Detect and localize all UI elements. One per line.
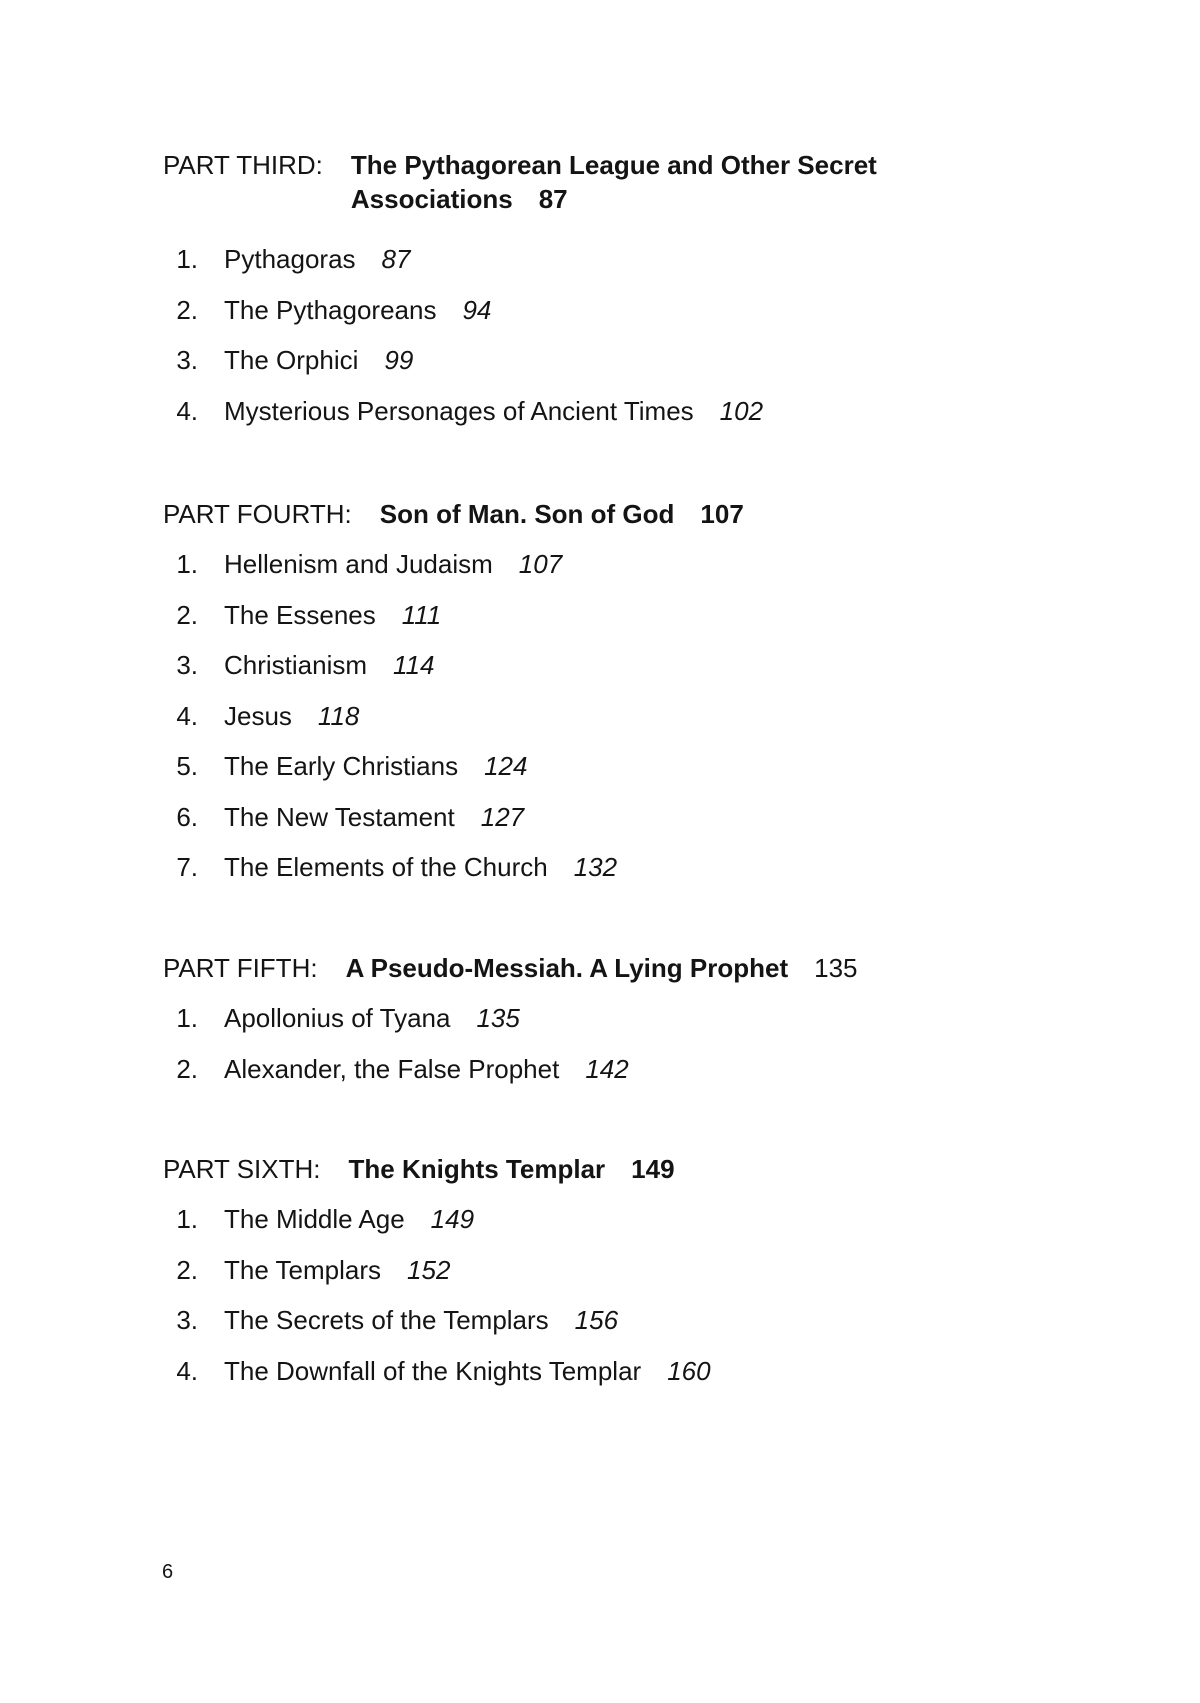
- chapter-number: 2.: [176, 1053, 198, 1084]
- part-heading: [163, 951, 1063, 985]
- toc-part-sixth: [163, 1152, 1063, 1404]
- chapter-number: 2.: [176, 294, 198, 325]
- chapter-page-number: 160: [667, 1355, 711, 1386]
- chapter-page-number: 111: [401, 599, 442, 630]
- part-label: PART THIRD:: [163, 150, 323, 180]
- chapter-number: 7.: [176, 852, 198, 882]
- chapter-page-number: 118: [317, 700, 360, 731]
- part-title: The Knights Templar: [348, 1154, 606, 1184]
- chapter-number: 5.: [176, 751, 198, 781]
- chapter-entry[interactable]: [163, 598, 1063, 649]
- chapter-entry[interactable]: [163, 699, 1063, 750]
- chapter-number: 1.: [176, 1204, 198, 1234]
- chapter-number: 2.: [176, 1254, 198, 1285]
- chapter-title: The Orphici: [224, 345, 359, 375]
- chapter-page-number: 99: [384, 345, 414, 375]
- chapter-number: 4.: [176, 1355, 198, 1386]
- chapter-page-number: 142: [585, 1053, 629, 1084]
- part-page-number: 87: [538, 184, 568, 214]
- chapter-number: 4.: [176, 395, 198, 426]
- chapter-entry[interactable]: [163, 749, 1063, 800]
- chapter-title: Mysterious Personages of Ancient Times: [224, 395, 694, 426]
- chapter-page-number: 156: [574, 1305, 619, 1335]
- chapter-title: Apollonius of Tyana: [224, 1003, 451, 1033]
- part-title-block: [351, 148, 877, 216]
- part-page-number: 107: [700, 499, 744, 529]
- part-heading: [163, 1152, 1063, 1186]
- chapter-title: Hellenism and Judaism: [224, 549, 493, 579]
- part-page-number: 135: [814, 953, 858, 983]
- chapter-entry[interactable]: [163, 800, 1063, 851]
- part-heading: [163, 148, 1063, 216]
- chapter-title: The Secrets of the Templars: [224, 1305, 549, 1335]
- part-label: PART SIXTH:: [163, 1154, 321, 1184]
- chapter-entry[interactable]: [163, 1303, 1063, 1354]
- chapter-entry[interactable]: [163, 1001, 1063, 1052]
- chapter-page-number: 127: [480, 801, 525, 832]
- chapter-title: Pythagoras: [224, 244, 356, 274]
- chapter-entry[interactable]: [163, 242, 1063, 293]
- chapter-entry[interactable]: [163, 343, 1063, 394]
- chapter-title: Jesus: [224, 700, 292, 731]
- chapter-title: The Middle Age: [224, 1204, 405, 1234]
- chapter-page-number: 135: [476, 1003, 520, 1033]
- chapter-title: The Pythagoreans: [224, 294, 437, 325]
- chapter-page-number: 107: [518, 549, 563, 579]
- part-heading: [163, 497, 1063, 531]
- chapter-title: The Essenes: [224, 599, 376, 630]
- chapter-entry[interactable]: [163, 1253, 1063, 1304]
- chapter-entry[interactable]: [163, 293, 1063, 344]
- chapter-page-number: 132: [573, 852, 618, 882]
- chapter-entry[interactable]: [163, 1354, 1063, 1405]
- chapter-title: The Templars: [224, 1254, 382, 1285]
- chapter-page-number: 114: [393, 650, 435, 680]
- chapter-page-number: 94: [462, 294, 492, 325]
- chapter-list: [163, 1202, 1063, 1404]
- chapter-number: 1.: [176, 244, 198, 274]
- chapter-list: [163, 1001, 1063, 1102]
- chapter-title: The Elements of the Church: [224, 852, 548, 882]
- chapter-entry[interactable]: [163, 394, 1063, 445]
- chapter-number: 4.: [176, 700, 198, 731]
- chapter-number: 2.: [176, 599, 198, 630]
- chapter-page-number: 124: [484, 751, 528, 781]
- chapter-list: [163, 242, 1063, 444]
- chapter-title: The Downfall of the Knights Templar: [224, 1355, 642, 1386]
- part-label: PART FOURTH:: [163, 499, 352, 529]
- chapter-title: The Early Christians: [224, 751, 459, 781]
- part-title: Son of Man. Son of God: [379, 499, 675, 529]
- chapter-number: 1.: [176, 1003, 198, 1033]
- chapter-entry[interactable]: [163, 1052, 1063, 1103]
- part-label: PART FIFTH:: [163, 953, 318, 983]
- toc-part-fifth: [163, 951, 1063, 1102]
- chapter-page-number: 149: [430, 1204, 475, 1234]
- chapter-entry[interactable]: [163, 648, 1063, 699]
- chapter-entry[interactable]: [163, 850, 1063, 901]
- chapter-entry[interactable]: [163, 547, 1063, 598]
- page-number: 6: [162, 1561, 174, 1583]
- chapter-number: 1.: [176, 549, 198, 579]
- chapter-number: 3.: [176, 345, 198, 375]
- part-title: A Pseudo-Messiah. A Lying Prophet: [345, 953, 789, 983]
- part-title-line2: Associations: [350, 184, 513, 214]
- chapter-title: Alexander, the False Prophet: [224, 1053, 560, 1084]
- chapter-entry[interactable]: [163, 1202, 1063, 1253]
- toc-part-fourth: [163, 497, 1063, 901]
- part-title-line1: The Pythagorean League and Other Secret: [350, 150, 877, 180]
- chapter-page-number: 102: [719, 395, 764, 426]
- chapter-page-number: 152: [407, 1254, 451, 1285]
- part-page-number: 149: [631, 1154, 675, 1184]
- chapter-number: 3.: [176, 650, 198, 680]
- chapter-list: [163, 547, 1063, 901]
- chapter-title: The New Testament: [224, 801, 455, 832]
- toc-part-third: [163, 148, 1063, 444]
- chapter-title: Christianism: [224, 650, 368, 680]
- chapter-page-number: 87: [381, 244, 411, 274]
- chapter-number: 6.: [176, 801, 198, 832]
- chapter-number: 3.: [176, 1305, 198, 1335]
